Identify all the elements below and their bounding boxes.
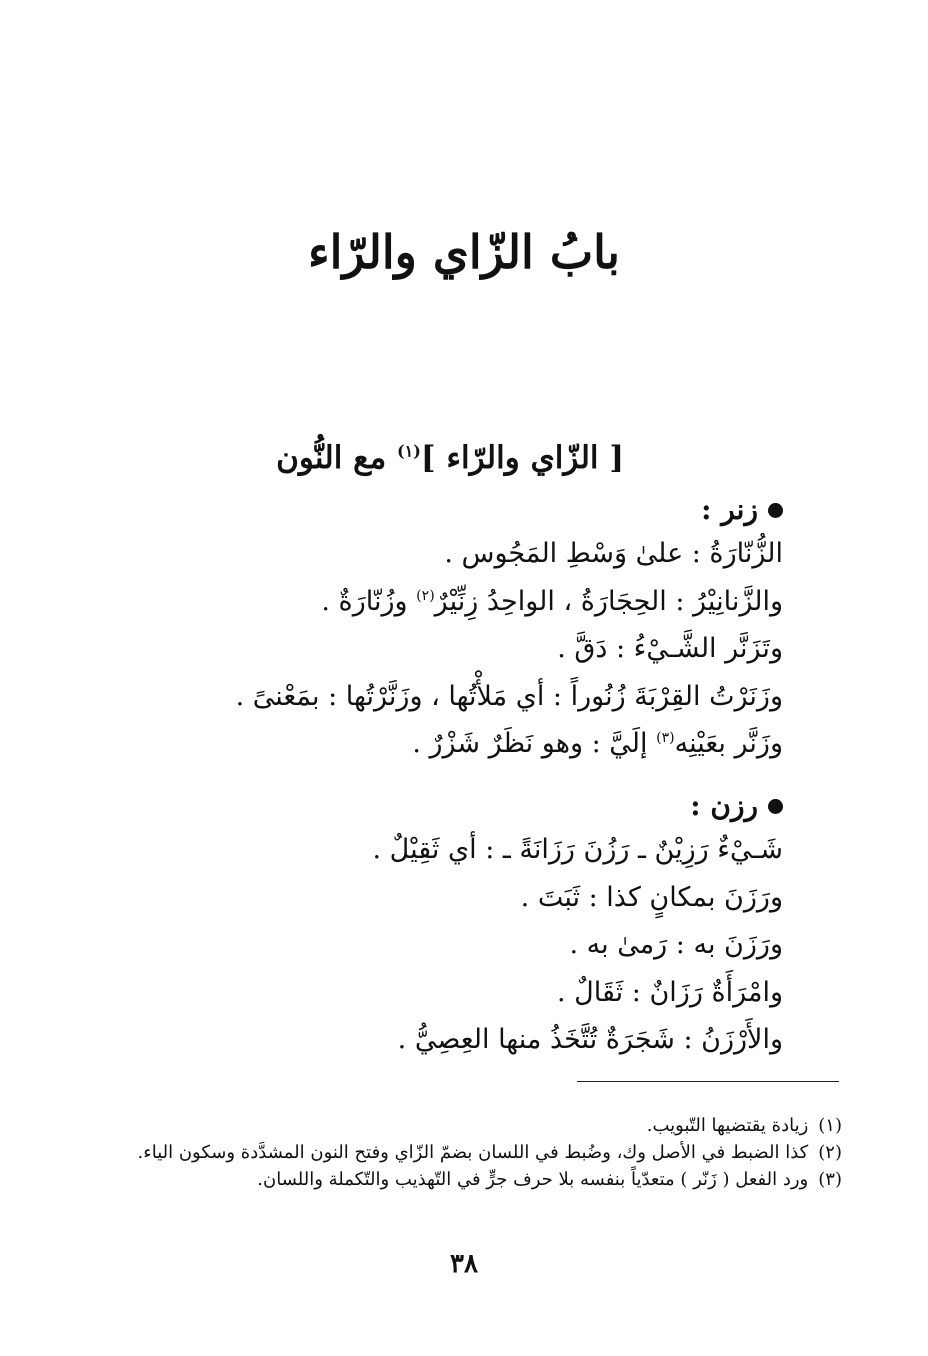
footnote-1 bbox=[42, 1112, 842, 1139]
entry-line: وزَنَرْتُ القِرْبَةَ زُنُوراً : أي مَلأْتُها ، وزَنَّرْتُها : بمَعْنىً . bbox=[235, 680, 783, 712]
section-title bbox=[276, 436, 624, 480]
entry-line-text: والزَّنانِيْرُ : الحِجَارَةُ ، الواحِدُ زِنِّيْرٌ bbox=[434, 585, 783, 617]
footnote-3 bbox=[42, 1166, 842, 1193]
entry-line-text: وزَنَّر بعَيْنِه bbox=[674, 728, 783, 759]
entry-root: زنر : bbox=[701, 493, 758, 526]
entry-root: رزن : bbox=[690, 789, 758, 822]
entry-znr bbox=[123, 490, 783, 768]
footnote-number: (٢) bbox=[818, 1142, 842, 1163]
entry-head bbox=[123, 490, 783, 530]
footnote-ref-3[interactable]: (٣) bbox=[656, 730, 675, 746]
entry-line: ورَزَنَ به : رَمىٰ به . bbox=[569, 929, 783, 960]
entry-head bbox=[123, 786, 783, 826]
section-title-suffix: مع النُّون bbox=[276, 440, 387, 476]
entry-line-text-after: وزُنّارَةٌ . bbox=[321, 585, 417, 617]
entry-rzn bbox=[123, 786, 783, 1064]
footnote-number: (٣) bbox=[818, 1169, 842, 1190]
entry-line: وامْرَأَةٌ رَزَانٌ : ثَقَالٌ . bbox=[557, 976, 783, 1008]
bullet-icon bbox=[768, 799, 783, 814]
entry-line-text-after: إلَيَّ : وهو نَظَرٌ شَزْرٌ . bbox=[412, 728, 657, 759]
entry-line bbox=[123, 720, 783, 768]
chapter-title: بابُ الزّاي والرّاء bbox=[308, 225, 620, 279]
entry-line: وتَزَنَّر الشَّـيْءُ : دَقَّ . bbox=[557, 633, 783, 664]
footnote-text: زيادة يقتضيها التّبويب. bbox=[646, 1115, 809, 1136]
page-number: ٣٨ bbox=[450, 1249, 478, 1279]
entry-line: شَـيْءٌ رَزِيْنٌ ـ رَزُنَ رَزَانَةً ـ : أي ثَقِيْلٌ . bbox=[372, 834, 783, 865]
footnote-text: كذا الضبط في الأصل وك، وضُبط في اللسان بضمّ الزّاي وفتح النون المشدَّدة وسكون الياء. bbox=[137, 1142, 809, 1163]
entry-line: ورَزَنَ بمكانٍ كذا : ثَبَتَ . bbox=[520, 881, 783, 913]
footnote-2 bbox=[42, 1139, 842, 1166]
entry-line bbox=[123, 578, 783, 626]
footnotes bbox=[42, 1112, 842, 1193]
footnote-divider bbox=[577, 1081, 839, 1082]
bullet-icon bbox=[768, 503, 783, 518]
entry-line: والأَرْزَنُ : شَجَرَةٌ تُتَّخَذُ منها العِصِيُّ . bbox=[397, 1024, 783, 1055]
footnote-ref-2[interactable]: (٢) bbox=[416, 587, 435, 604]
entry-line: الزُّنّارَةُ : علىٰ وَسْطِ المَجُوس . bbox=[444, 538, 783, 569]
footnote-text: ورد الفعل ( زَنّر ) متعدّياً بنفسه بلا حرف جرٍّ في التّهذيب والتّكملة واللسان. bbox=[257, 1169, 809, 1190]
section-title-text: [ الزّاي والرّاء ] bbox=[420, 440, 624, 476]
footnote-number: (١) bbox=[818, 1115, 842, 1136]
footnote-ref-1[interactable]: (١) bbox=[397, 441, 421, 461]
